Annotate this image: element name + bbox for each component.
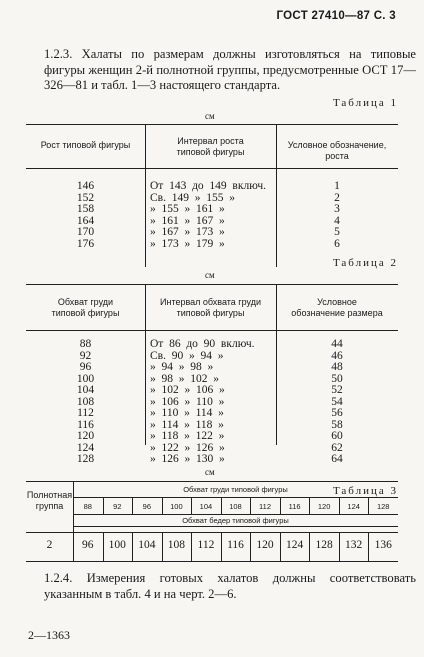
table1-caption: Таблица 1	[332, 97, 398, 109]
page-footer: 2—1363	[28, 628, 70, 642]
hip_values-cell: 96	[82, 539, 94, 551]
chest_values-cell: 108	[229, 502, 242, 511]
table3-unit: см	[205, 467, 215, 477]
hip_values-cell: 136	[374, 539, 392, 551]
chest_values-cell: 96	[142, 502, 152, 511]
table2-top-rule	[26, 284, 398, 285]
hip_values-cell: 128	[315, 539, 333, 551]
table2-chest: 88 92 96 100 104 108 112 116 120 124 128	[76, 338, 95, 465]
table3-cell-divider	[339, 498, 340, 514]
table2-caption: Таблица 2	[332, 257, 398, 269]
chest_values-cell: 104	[199, 502, 213, 511]
table1-unit: см	[205, 111, 215, 121]
chest_values-cell: 120	[317, 502, 331, 511]
table2-sizes: 44 46 48 50 52 54 56 58 60 62 64	[331, 338, 343, 465]
table1-header-code: Условное обозначение, роста	[287, 140, 387, 161]
table3-cell-divider	[132, 533, 133, 561]
table1-codes: 1 2 3 4 5 6	[334, 180, 340, 250]
table2-header-interval: Интервал обхвата груди типовой фигуры	[160, 297, 261, 318]
table3-hip-row	[73, 533, 398, 561]
hip_values-cell: 100	[108, 539, 126, 551]
table3-row-label: Полнотная группа	[26, 490, 73, 511]
table3-cell-divider	[280, 498, 281, 514]
table3-cell-divider	[250, 498, 251, 514]
table3-cell-divider	[103, 498, 104, 514]
table1-header-interval: Интервал роста типовой фигуры	[176, 136, 245, 157]
table3-group-value: 2	[46, 539, 53, 551]
table3-cell-divider	[221, 533, 222, 561]
paragraph-1-2-4: 1.2.4. Измерения готовых халатов должны соответствовать указанным в табл. 4 и на черт. 2—6.	[44, 571, 416, 601]
table3-cell-divider	[309, 533, 310, 561]
chest_values-cell: 88	[83, 502, 92, 511]
table1-intervals: От 143 до 149 включ. Св. 149 » 155 » » 155 » 161 » » 161 » 167 » » 167 » 173 » » 173 » 179 »	[150, 180, 266, 250]
table1-header-height: Рост типовой фигуры	[40, 140, 131, 150]
table3-cell-divider	[368, 498, 369, 514]
table3-chest-header: Обхват груди типовой фигуры	[183, 485, 288, 494]
table3-rule	[73, 526, 398, 527]
chest_values-cell: 100	[170, 502, 183, 511]
table3-cell-divider	[280, 533, 281, 561]
table3-cell-divider	[309, 498, 310, 514]
table3-chest-row	[73, 498, 398, 514]
table3-cell-divider	[368, 533, 369, 561]
table3-cell-divider	[191, 533, 192, 561]
table2-header-chest: Обхват груди типовой фигуры	[51, 297, 120, 318]
table3-cell-divider	[191, 498, 192, 514]
chest_values-cell: 92	[113, 502, 122, 511]
hip_values-cell: 104	[138, 539, 156, 551]
chest_values-cell: 112	[259, 502, 272, 511]
chest_values-cell: 128	[376, 502, 390, 511]
chest_values-cell: 124	[347, 502, 360, 511]
hip_values-cell: 116	[227, 539, 244, 551]
table2-intervals: От 86 до 90 включ. Св. 90 » 94 » » 94 » 98 » » 98 » 102 » » 102 » 106 » » 106 » 110 » » 110 » 114 » » 114 » 118 » » 118 » 122 » » 122 » 126 » » 126 » 130 »	[150, 338, 255, 465]
hip_values-cell: 112	[197, 539, 215, 551]
table3-rule	[73, 514, 398, 515]
table3-cell-divider	[221, 498, 222, 514]
table1-top-rule	[26, 124, 398, 125]
table3-top-rule	[26, 481, 398, 482]
chest_values-cell: 116	[288, 502, 301, 511]
page-header: ГОСТ 27410—87 С. 3	[276, 10, 396, 22]
table1-heights: 146 152 158 164 170 176	[76, 180, 95, 250]
table2-header-rule	[26, 330, 398, 331]
table2-unit: см	[205, 270, 215, 280]
table3-cell-divider	[250, 533, 251, 561]
hip_values-cell: 124	[285, 539, 304, 551]
table3-cell-divider	[339, 533, 340, 561]
table1-header-rule	[26, 168, 398, 169]
table3-hip-header: Обхват бедер типовой фигуры	[182, 516, 289, 525]
paragraph-1-2-3: 1.2.3. Халаты по размерам должны изготовляться на типовые фигуры женщин 2-й полнотной группы, предусмотренные ОСТ 17—326—81 и табл. 1—3 настоящего стандарта.	[44, 47, 416, 93]
table3-cell-divider	[162, 533, 163, 561]
table3-cell-divider	[162, 498, 163, 514]
hip_values-cell: 120	[256, 539, 274, 551]
table3-bottom-rule	[26, 561, 398, 562]
table3-cell-divider	[132, 498, 133, 514]
table2-header-size: Условное обозначение размера	[291, 297, 383, 318]
table3-cell-divider	[103, 533, 104, 561]
hip_values-cell: 108	[167, 539, 186, 551]
table3-caption: Таблица 3	[332, 485, 398, 497]
hip_values-cell: 132	[345, 539, 363, 551]
